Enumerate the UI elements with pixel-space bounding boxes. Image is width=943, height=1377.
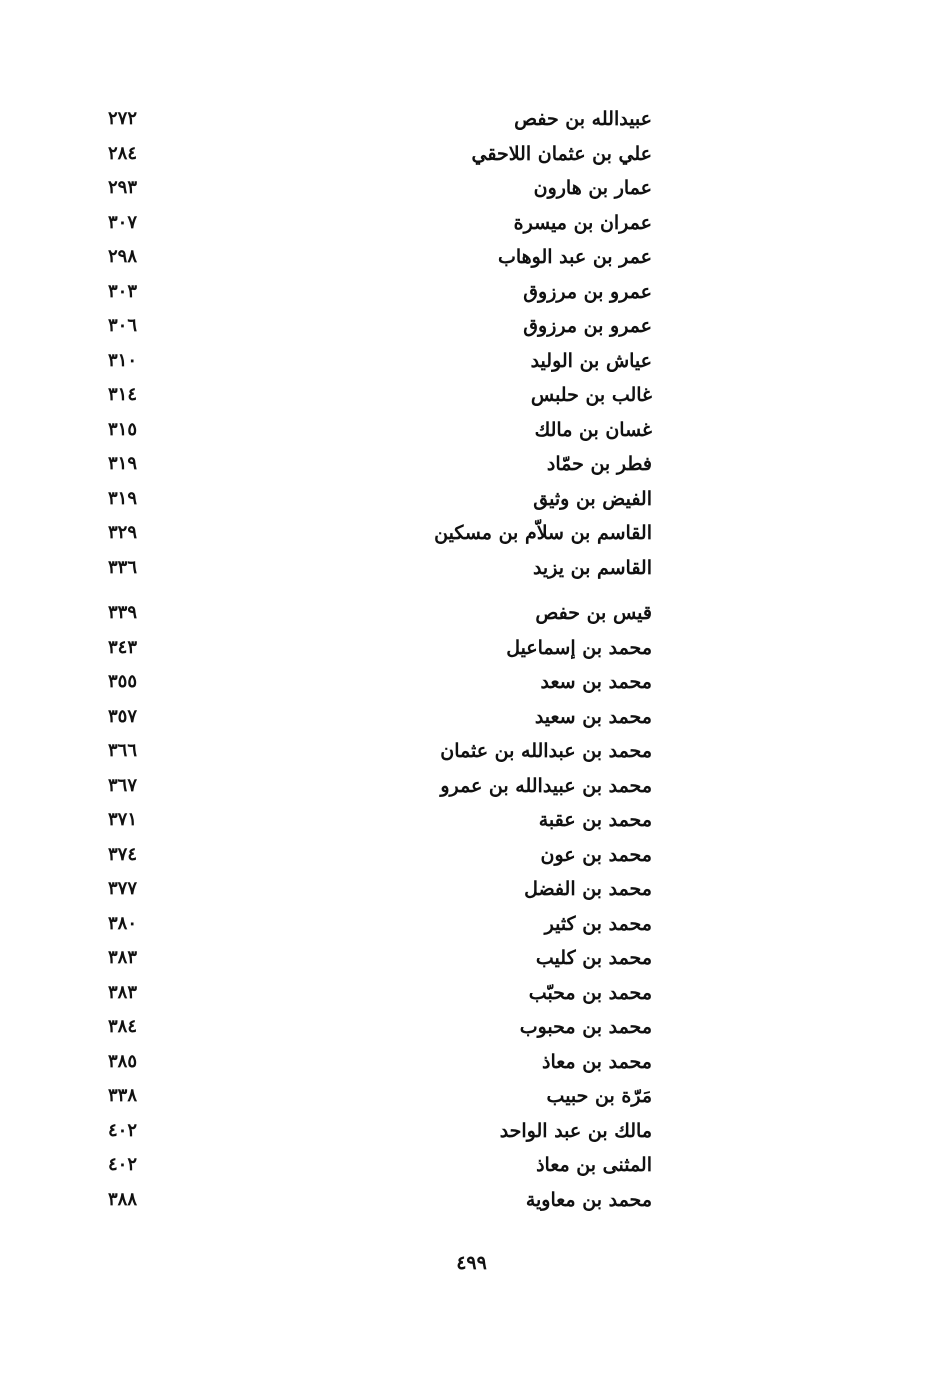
index-entry <box>100 137 652 172</box>
entry-page-number: ٣٥٧ <box>108 705 138 727</box>
entry-page-number: ٣٦٦ <box>108 740 138 761</box>
entry-name: عمار بن هارون <box>533 177 652 199</box>
entry-name: عمر بن عبد الوهاب <box>497 246 652 268</box>
index-entry <box>100 907 652 942</box>
entry-name: مَرّة بن حبيب <box>546 1085 652 1107</box>
entry-page-number: ٣٣٦ <box>108 556 138 578</box>
entry-page-number: ٣٨٣ <box>108 947 138 968</box>
entry-name: غالب بن حلبس <box>530 384 652 406</box>
entry-name: محمد بن معاوية <box>525 1188 652 1211</box>
entry-name: محمد بن كثير <box>544 912 652 935</box>
page-number: ٤٩٩ <box>456 1252 487 1274</box>
index-entry <box>100 941 652 976</box>
index-entry <box>100 976 652 1011</box>
entry-name: عياش بن الوليد <box>530 349 652 372</box>
entry-name: محمد بن معاذ <box>542 1050 652 1073</box>
entry-page-number: ٣٧٧ <box>108 878 138 899</box>
entry-page-number: ٣٥٥ <box>108 671 138 692</box>
index-entry <box>100 769 652 804</box>
entry-name: عبيدالله بن حفص <box>514 108 652 130</box>
index-entry <box>100 309 652 344</box>
index-entry <box>100 171 652 206</box>
index-entry <box>100 1045 652 1080</box>
entry-page-number: ٣٠٧ <box>108 211 138 233</box>
entry-name: عمرو بن مرزوق <box>523 315 652 337</box>
entry-name: قيس بن حفص <box>535 602 652 624</box>
index-entry <box>100 482 652 517</box>
entry-page-number: ٣٨٥ <box>108 1050 138 1072</box>
entry-page-number: ٣١٩ <box>108 453 138 474</box>
entry-page-number: ٣٨٠ <box>108 912 138 934</box>
entry-page-number: ٤٠٢ <box>108 1119 138 1141</box>
entry-page-number: ٣٤٣ <box>108 636 138 658</box>
entry-name: محمد بن محبوب <box>519 1016 652 1038</box>
index-entry <box>100 838 652 873</box>
entry-page-number: ٣٧١ <box>108 809 138 830</box>
entry-name: محمد بن عقبة <box>538 809 652 831</box>
index-entry <box>100 803 652 838</box>
entry-name: محمد بن سعد <box>540 671 652 693</box>
entry-page-number: ٣١٤ <box>108 384 138 405</box>
entry-name: القاسم بن سلاّم بن مسكين <box>434 522 652 544</box>
entry-page-number: ٣٨٨ <box>108 1188 138 1210</box>
entry-page-number: ٣٣٩ <box>108 602 138 623</box>
index-entry <box>100 1079 652 1114</box>
index-entry <box>100 1010 652 1045</box>
index-entry <box>100 631 652 666</box>
index-entry <box>100 378 652 413</box>
index-entry <box>100 596 652 631</box>
index-entry <box>100 700 652 735</box>
entry-name: محمد بن سعيد <box>534 705 652 728</box>
entry-name: محمد بن محبّب <box>528 981 652 1004</box>
entry-page-number: ٣٣٨ <box>108 1085 138 1106</box>
entry-page-number: ٢٩٨ <box>108 246 138 267</box>
entry-name: علي بن عثمان اللاحقي <box>471 142 652 165</box>
entry-name: محمد بن عون <box>540 843 652 866</box>
index-list <box>100 102 652 1217</box>
index-entry <box>100 413 652 448</box>
index-entry <box>100 1183 652 1218</box>
entry-page-number: ٣١٩ <box>108 487 138 509</box>
index-entry <box>100 447 652 482</box>
entry-name: القاسم بن يزيد <box>532 556 652 579</box>
entry-name: محمد بن كليب <box>535 947 652 969</box>
entry-name: عمرو بن مرزوق <box>523 280 652 303</box>
entry-name: محمد بن عبيدالله بن عمرو <box>440 774 652 797</box>
entry-page-number: ٢٨٤ <box>108 142 138 164</box>
entry-page-number: ٣٨٣ <box>108 981 138 1003</box>
entry-name: غسان بن مالك <box>534 418 652 441</box>
index-entry <box>100 551 652 586</box>
entry-name: الفيض بن وثيق <box>533 487 652 510</box>
entry-page-number: ٢٩٣ <box>108 177 138 198</box>
entry-name: مالك بن عبد الواحد <box>499 1119 652 1142</box>
entry-name: محمد بن إسماعيل <box>506 636 652 659</box>
index-entry <box>100 1114 652 1149</box>
index-entry <box>100 206 652 241</box>
entry-page-number: ٣٦٧ <box>108 774 138 796</box>
entry-name: فطر بن حمّاد <box>546 453 652 475</box>
entry-page-number: ٤٠٢ <box>108 1154 138 1175</box>
entry-name: المثنى بن معاذ <box>536 1154 652 1176</box>
index-entry <box>100 344 652 379</box>
index-entry <box>100 102 652 137</box>
index-entry <box>100 516 652 551</box>
entry-name: محمد بن عبدالله بن عثمان <box>440 740 652 762</box>
entry-page-number: ٣٠٦ <box>108 315 138 336</box>
entry-page-number: ٢٧٢ <box>108 108 138 129</box>
index-entry <box>100 734 652 769</box>
entry-name: محمد بن الفضل <box>524 878 652 900</box>
entry-page-number: ٣٨٤ <box>108 1016 138 1037</box>
entry-page-number: ٣٢٩ <box>108 522 138 543</box>
entry-page-number: ٣٧٤ <box>108 843 138 865</box>
entry-page-number: ٣١٥ <box>108 418 138 440</box>
index-entry <box>100 1148 652 1183</box>
index-entry <box>100 275 652 310</box>
entry-name: عمران بن ميسرة <box>513 211 652 234</box>
entry-page-number: ٣١٠ <box>108 349 138 371</box>
entry-page-number: ٣٠٣ <box>108 280 138 302</box>
index-entry <box>100 872 652 907</box>
index-entry <box>100 240 652 275</box>
index-entry <box>100 665 652 700</box>
